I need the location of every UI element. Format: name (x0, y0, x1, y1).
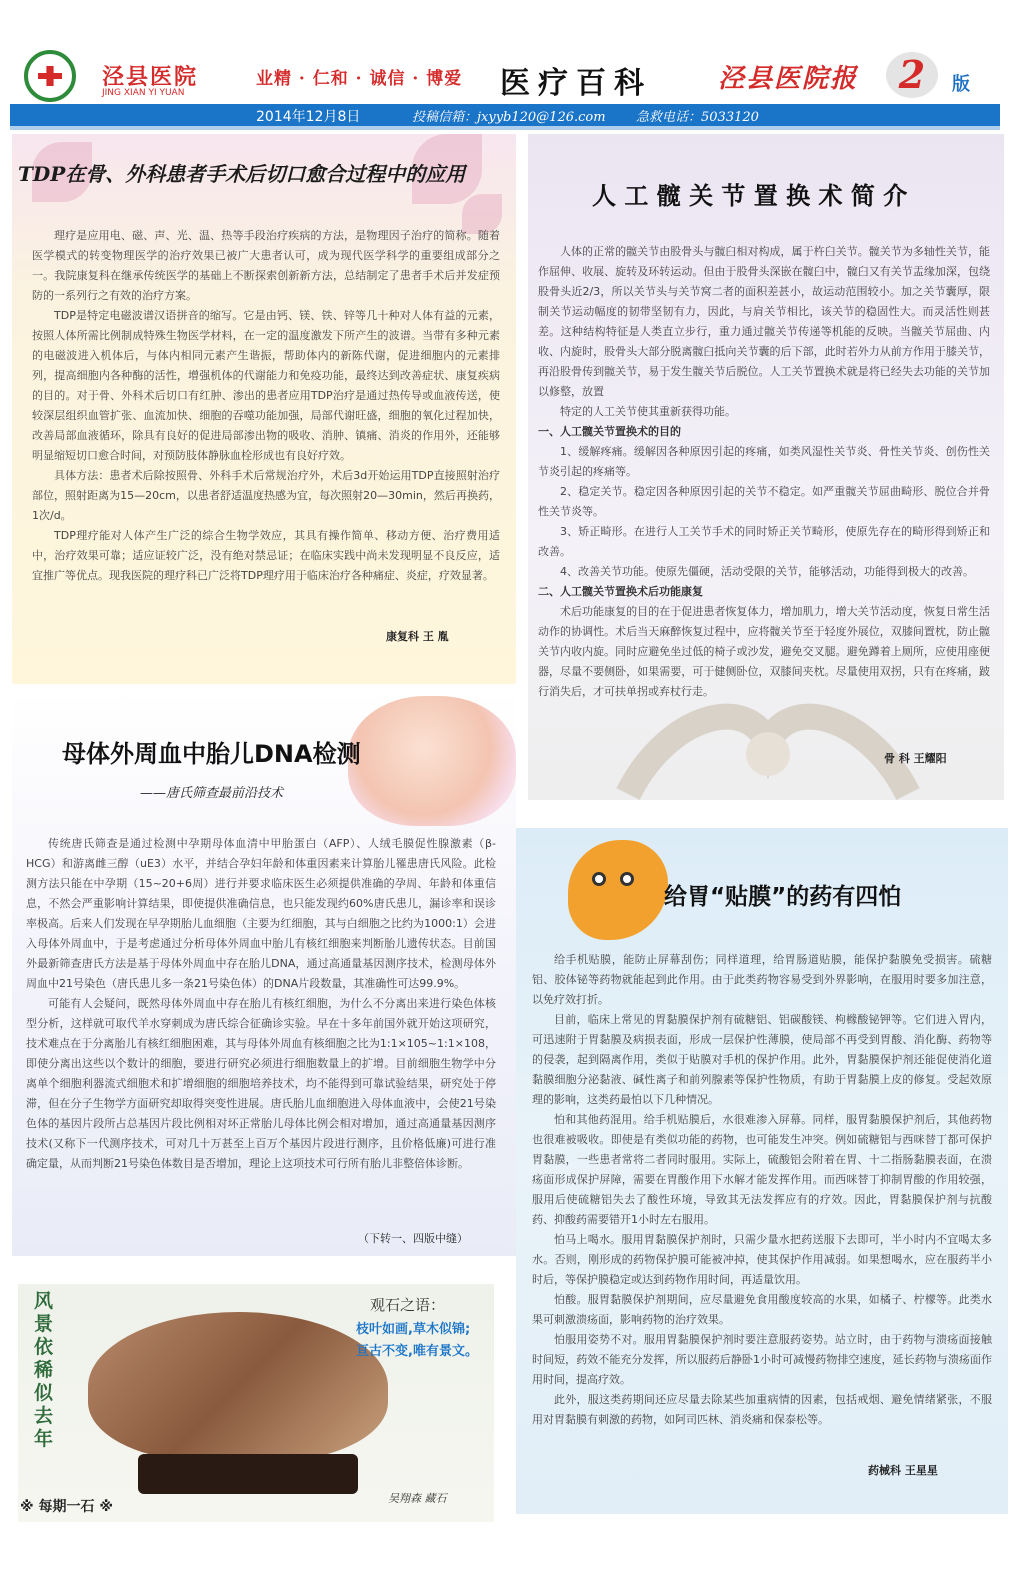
hospital-motto: 业精 · 仁和 · 诚信 · 博爱 (256, 69, 463, 89)
stone-stand-icon (138, 1454, 358, 1494)
article-title: 人 工 髋 关 节 置 换 术 简 介 (592, 181, 908, 210)
article-body (532, 950, 992, 1430)
section-heading: 二、人工髋关节置换术后功能康复 (538, 585, 703, 598)
hospital-name-en: JING XIAN YI YUAN (102, 88, 185, 98)
author-signature: 骨 科 王耀阳 (884, 752, 947, 765)
paragraph: 传统唐氏筛查是通过检测中孕期母体血清中甲胎蛋白（AFP）、人绒毛膜促性腺激素（β-HCG）和游离雌三醇（uE3）水平，并结合孕妇年龄和体重因素来计算胎儿罹患唐氏风险。此检测方法只能在中孕期（15~20+6周）进行并要求临床医生必须提供准确的孕周、年龄和体重信息，不然会严重影响计算结果，即使提供准确信息，也只能发现约60%唐氏患儿，漏诊率和误诊率极高。后来人们发现在早孕期胎儿血细胞（主要为红细胞，其与白细胞之比约为1000:1）会进入母体外周血中，于是考虑通过分析母体外周血中胎儿有核红细胞来判断胎儿遗传状态。目前国外最新筛查唐氏方法是基于母体外周血中存在胎儿DNA，通过高通量基因测序技术，检测母体外周血中21号染色（唐氏患儿多一条21号染色体）的DNA片段数量，其准确性可达99.9%。 (26, 837, 496, 990)
paragraph: 理疗是应用电、磁、声、光、温、热等手段治疗疾病的方法，是物理因子治疗的简称。随着医学模式的转变物理医学的治疗效果已被广大患者认可，成为现代医学科学的重要组成部分之一。我院康复科在继承传统医学的基础上不断探索创新新方法，总结制定了患者手术后并发症预防的一系列行之有效的治疗方案。 (32, 229, 500, 302)
section-heading: 一、人工髋关节置换术的目的 (538, 425, 681, 438)
paragraph: 2、稳定关节。稳定因各种原因引起的关节不稳定。如严重髋关节屈曲畸形、脱位合并骨性关节炎等。 (538, 485, 990, 518)
article-tdp (12, 134, 516, 684)
paragraph: 特定的人工关节使其重新获得功能。 (560, 405, 736, 418)
article-title: TDP在骨、外科患者手术后切口愈合过程中的应用 (18, 162, 466, 186)
series-label: ※ 每期一石 ※ (20, 1499, 113, 1515)
paragraph: 术后功能康复的目的在于促进患者恢复体力，增加肌力，增大关节活动度，恢复日常生活动作的协调性。术后当天麻醉恢复过程中，应将髋关节至于轻度外展位，双膝间置枕，防止髋关节内收内旋。同时应避免坐过低的椅子或沙发，避免交叉腿。避免蹲着上厕所，应使用座便器，尽量不要侧卧，如果需要，可于健侧卧位，双膝间夹枕。尽量使用双拐，只有在疼痛，跛行消失后，才可扶单拐或弃杖行走。 (538, 605, 990, 698)
paragraph: 3、矫正畸形。在进行人工关节手术的同时矫正关节畸形，使原先存在的畸形得到矫正和改善。 (538, 525, 990, 558)
paragraph: 怕服用姿势不对。服用胃黏膜保护剂时要注意服药姿势。站立时，由于药物与溃疡面接触时间短，药效不能充分发挥，所以服药后静卧1小时可减慢药物排空速度，延长药物与溃疡面作用时间，提高疗效。 (532, 1333, 992, 1386)
paragraph: 怕马上喝水。服用胃黏膜保护剂时，只需少量水把药送服下去即可，半小时内不宜喝太多水。否则，刚形成的药物保护膜可能被冲掉，使其保护作用减弱。如果想喝水，应在服药半小时后，等保护膜稳定或达到药物作用时间，再适量饮用。 (532, 1233, 992, 1286)
collector-credit: 吴翔森 藏石 (388, 1492, 447, 1505)
cartoon-eye-icon (620, 872, 634, 886)
vertical-poem: 风景依稀似去年 (34, 1290, 54, 1450)
issue-date: 2014年12月8日 (256, 109, 361, 125)
continued-note: （下转一、四版中缝） (358, 1232, 468, 1245)
caption-line: 亘古不变,唯有景文。 (356, 1344, 478, 1359)
author-signature: 康复科 王 胤 (386, 630, 449, 643)
paragraph: TDP是特定电磁波谱汉语拼音的缩写。它是由钙、镁、铁、锌等几十种对人体有益的元素，按照人体所需比例制成特殊生物医学材料，在一定的温度激发下所产生的波谱。当带有多种元素的电磁波进入机体后，与体内相同元素产生谐振，帮助体内的新陈代谢，促进细胞内的元素排列，提高细胞内各种酶的活性，增强机体的代谢能力和免疫功能，最终达到改善症状、康复疾病的目的。对于骨、外科术后切口有红肿、渗出的患者应用TDP治疗是通过热传导或血液传送，使较深层组织血管扩张、血流加快、细胞的吞噬功能加强，局部代谢旺盛，细胞的氧化过程加快，改善局部血液循环，除具有良好的促进局部渗出物的吸收、消肿、镇痛、消炎的作用外，还能够明显缩短切口愈合时间，对预防肢体静脉血栓形成也有良好疗效。 (32, 309, 500, 462)
article-stomach-drugs (516, 828, 1008, 1514)
paragraph: 4、改善关节功能。使原先僵硬，活动受限的关节，能够活动，功能得到极大的改善。 (560, 565, 974, 578)
emergency-hotline: 急救电话：5033120 (636, 110, 759, 125)
paragraph: 此外，服这类药期间还应尽量去除某些加重病情的因素，包括戒烟、避免情绪紧张，不服用对胃黏膜有刺激的药物，如阿司匹林、消炎痛和保泰松等。 (532, 1393, 992, 1426)
article-hip-replacement (528, 134, 1004, 800)
cartoon-eye-icon (592, 872, 606, 886)
stomach-cartoon-icon (568, 840, 668, 940)
page-number: 2 (898, 52, 926, 97)
newspaper-name: 泾县医院报 (718, 64, 859, 94)
paragraph: 可能有人会疑问，既然母体外周血中存在胎儿有核红细胞，为什么不分离出来进行染色体核型分析，这样就可取代羊水穿刺成为唐氏综合征确诊实验。早在十多年前国外就开始这项研究，技术难点在于分离胎儿有核红细胞困难，其与母体外周血有核细胞之比为1:1×105~1:1×108，即使分离出这些以个数计的细胞，要进行研究必须进行细胞数量上的扩增。目前细胞生物学中分离单个细胞利器流式细胞术和扩增细胞的细胞培养技术，均不能得到可靠试验结果，研究处于停滞，但在分子生物学方面研究却取得突变性进展。唐氏胎儿血细胞进入母体血液中，会使21号染色体的基因片段所占总基因片段比例相对坏正常胎儿母体比例会相对增加，通过高通量基因测序技术(又称下一代测序技术，可对几十万甚至上百万个基因片段进行测序，且价格低廉)可进行准确定量，从而判断21号染色体数目是否增加，理论上这项技术可行所有胎儿非整倍体诊断。 (26, 997, 496, 1170)
paragraph: 怕和其他药混用。给手机贴膜后，水很难渗入屏幕。同样，服胃黏膜保护剂后，其他药物也很难被吸收。即使是有类似功能的药物，也可能发生冲突。例如硫糖铝与西咪替丁都可保护胃黏膜，一些患者常将二者同时服用。实际上，硫酸铝会附着在胃、十二指肠黏膜表面，在溃疡面形成保护屏障，需要在胃酸作用下水解才能发挥作用。而西咪替丁抑制胃酸的作用较强，服用后使硫糖铝失去了酸性环境，导致其无法发挥应有的疗效。因此，胃黏膜保护剂与抗酸药、抑酸药需要错开1小时左右服用。 (532, 1113, 992, 1226)
stone-feature (18, 1284, 494, 1522)
author-signature: 药械科 王星星 (868, 1464, 938, 1477)
baby-photo-icon (348, 696, 516, 826)
page-unit: 版 (952, 74, 970, 95)
paragraph: 目前，临床上常见的胃黏膜保护剂有硫糖铝、铝碳酸镁、枸橼酸铋钾等。它们进入胃内，可迅速附于胃黏膜及病损表面，形成一层保护性薄膜，使局部不再受到胃酸、消化酶、药物等的侵袭，起到隔离作用，类似于贴膜对手机的保护作用。此外，胃黏膜保护剂还能促使消化道黏膜细胞分泌黏液、碱性离子和前列腺素等保护性物质，有助于胃黏膜上皮的修复。受起效原理的影响，这类药最怕以下几种情况。 (532, 1013, 992, 1106)
article-body (26, 834, 496, 1174)
caption-title: 观石之语： (370, 1296, 446, 1314)
article-fetal-dna (12, 690, 516, 1256)
contribution-email: 投稿信箱：jxyyb120@126.com (412, 110, 606, 125)
article-body (32, 226, 500, 586)
hospital-logo-icon (24, 50, 76, 102)
hospital-name: 泾县医院 (102, 65, 199, 90)
paragraph: 具体方法：患者术后除按照骨、外科手术后常规治疗外，术后3d开始运用TDP直接照射治疗部位，照射距离为15—20cm，以患者舒适温度热感为宜，每次照射20—30min，然后再换药，1次/d。 (32, 469, 500, 522)
article-body (538, 242, 990, 702)
paragraph: 1、缓解疼痛。缓解因各种原因引起的疼痛，如类风湿性关节炎、骨性关节炎、创伤性关节炎引起的疼痛等。 (538, 445, 990, 478)
caption-line: 枝叶如画,草木似锦; (356, 1322, 471, 1337)
article-title: 母体外周血中胎儿DNA检测 (62, 740, 361, 768)
stone-photo-icon (88, 1312, 388, 1462)
article-title: 给胃“贴膜”的药有四怕 (664, 884, 902, 910)
article-subtitle: ——唐氏筛查最前沿技术 (140, 786, 284, 801)
info-bar-divider (10, 126, 1000, 130)
paragraph: 人体的正常的髋关节由股骨头与髋臼相对构成，属于杵臼关节。髋关节为多轴性关节，能作屈伸、收展、旋转及环转运动。但由于股骨头深嵌在髋臼中，髋臼又有关节盂缘加深，包绕股骨头近2/3，所以关节头与关节窝二者的面积差甚小，故运动范围较小。加之关节囊厚，限制关节运动幅度的韧带坚韧有力，因此，与肩关节相比，该关节的稳固性大。而灵活性则甚差。这种结构特征是人类直立步行，重力通过髋关节传递等机能的反映。当髋关节屈曲、内收、内旋时，股骨头大部分脱离髋臼抵向关节囊的后下部，此时若外力从前方作用于膝关节，再沿股骨传到髋关节，易于发生髋关节后脱位。人工关节置换术就是将已经失去功能的关节加以修整，放置 (538, 245, 990, 398)
section-title: 医疗百科 (500, 66, 652, 101)
paragraph: 给手机贴膜，能防止屏幕刮伤；同样道理，给胃肠道贴膜，能保护黏膜免受损害。硫糖铝、胶体铋等药物就能起到此作用。由于此类药物容易受到外界影响，在服用时要多加注意，以免疗效打折。 (532, 953, 992, 1006)
paragraph: 怕酸。服胃黏膜保护剂期间，应尽量避免食用酸度较高的水果，如橘子、柠檬等。此类水果可刺激溃疡面，影响药物的治疗效果。 (532, 1293, 992, 1326)
paragraph: TDP理疗能对人体产生广泛的综合生物学效应，其具有操作简单、移动方便、治疗费用适中，治疗效果可靠；适应证较广泛，没有绝对禁忌证；在临床实践中尚未发现明显不良反应，适宜推广等优点。现我医院的理疗科已广泛将TDP理疗用于临床治疗各种痛症、炎症，疗效显著。 (32, 529, 500, 582)
